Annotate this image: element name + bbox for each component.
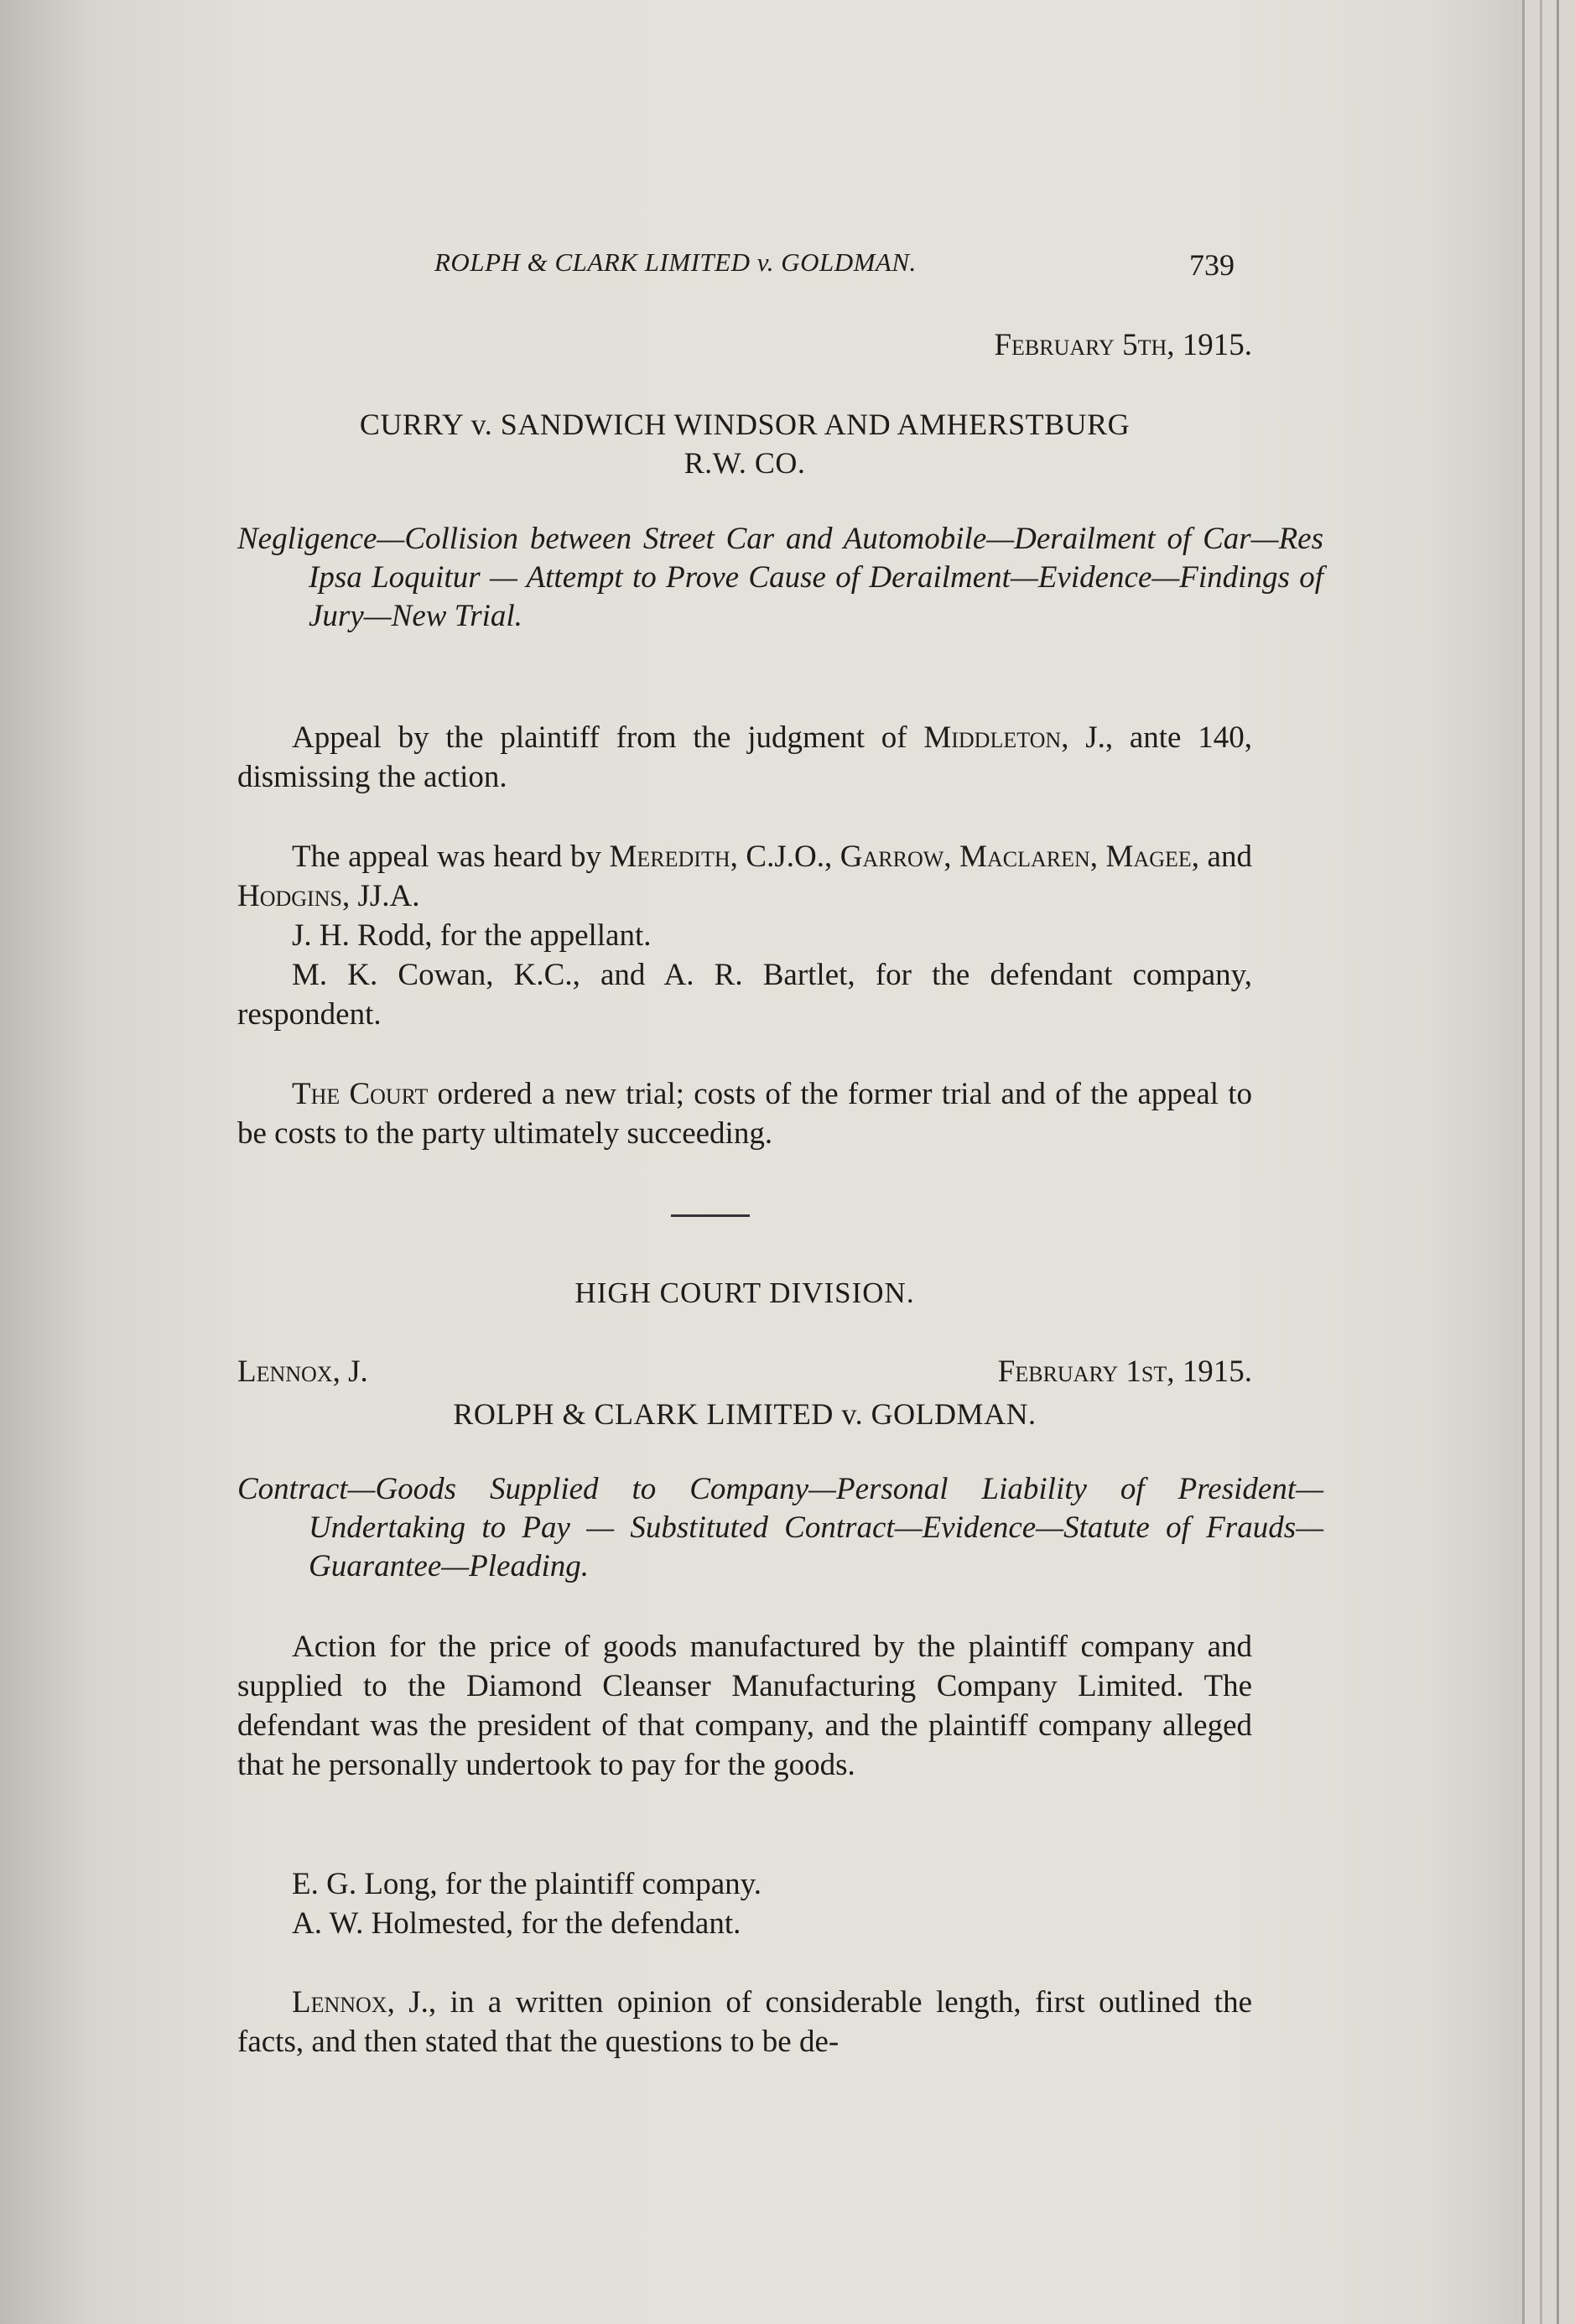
case1-order: The Court ordered a new trial; costs of the former trial and of the appeal to be costs to the party ultimately succeeding. <box>237 1077 1253 1151</box>
case2-title: ROLPH & CLARK LIMITED v. GOLDMAN. <box>453 1397 1037 1431</box>
case2-judge: Lennox, J. <box>237 1354 368 1389</box>
case1-date: February 5th, 1915. <box>994 328 1252 362</box>
page-number: 739 <box>1189 248 1235 282</box>
case1-title-line2: R.W. CO. <box>684 446 806 480</box>
case2-action-paragraph: Action for the price of goods manufactured by the plaintiff company and supplied to the Diamond Cleanser Manufacturing Company Limited. The defendant was the president of that company, and the plaintiff company alleged that he personally undertook to pay for the goods. <box>237 1630 1252 1782</box>
case1-title-line1: CURRY v. SANDWICH WINDSOR AND AMHERSTBURG <box>359 408 1131 441</box>
case2-counsel-plaintiff: E. G. Long, for the plaintiff company. <box>292 1867 762 1901</box>
case1-counsel-appellant: J. H. Rodd, for the appellant. <box>292 918 652 953</box>
case2-counsel-defendant: A. W. Holmested, for the defendant. <box>292 1906 741 1941</box>
case1-counsel-respondent: M. K. Cowan, K.C., and A. R. Bartlet, for the defendant company, respondent. <box>237 958 1252 1032</box>
case1-headnote: Negligence—Collision between Street Car and Automobile—Derailment of Car—Res Ipsa Loquitur — Attempt to Prove Cause of Derailment—Evidence—Findings of Jury—New Trial. <box>237 522 1323 633</box>
running-head: ROLPH & CLARK LIMITED v. GOLDMAN. <box>434 247 917 277</box>
division-heading: HIGH COURT DIVISION. <box>574 1276 915 1309</box>
page-edge <box>1557 0 1559 2324</box>
case2-opinion-paragraph: Lennox, J., in a written opinion of considerable length, first outlined the facts, and then stated that the questions to be de- <box>237 1985 1252 2059</box>
case2-headnote: Contract—Goods Supplied to Company—Personal Liability of President—Undertaking to Pay — Substituted Contract—Evidence—Statute of Frauds—Guarantee—Pleading. <box>237 1472 1323 1583</box>
case1-heard-paragraph: The appeal was heard by Meredith, C.J.O., Garrow, Maclaren, Magee, and Hodgins, JJ.A. <box>237 840 1252 913</box>
case2-date: February 1st, 1915. <box>997 1354 1252 1389</box>
case1-appeal-paragraph: Appeal by the plaintiff from the judgment of Middleton, J., ante 140, dismissing the action. <box>237 720 1252 794</box>
page-edge <box>1540 0 1542 2324</box>
page-edge <box>1522 0 1525 2324</box>
section-rule <box>671 1214 750 1217</box>
